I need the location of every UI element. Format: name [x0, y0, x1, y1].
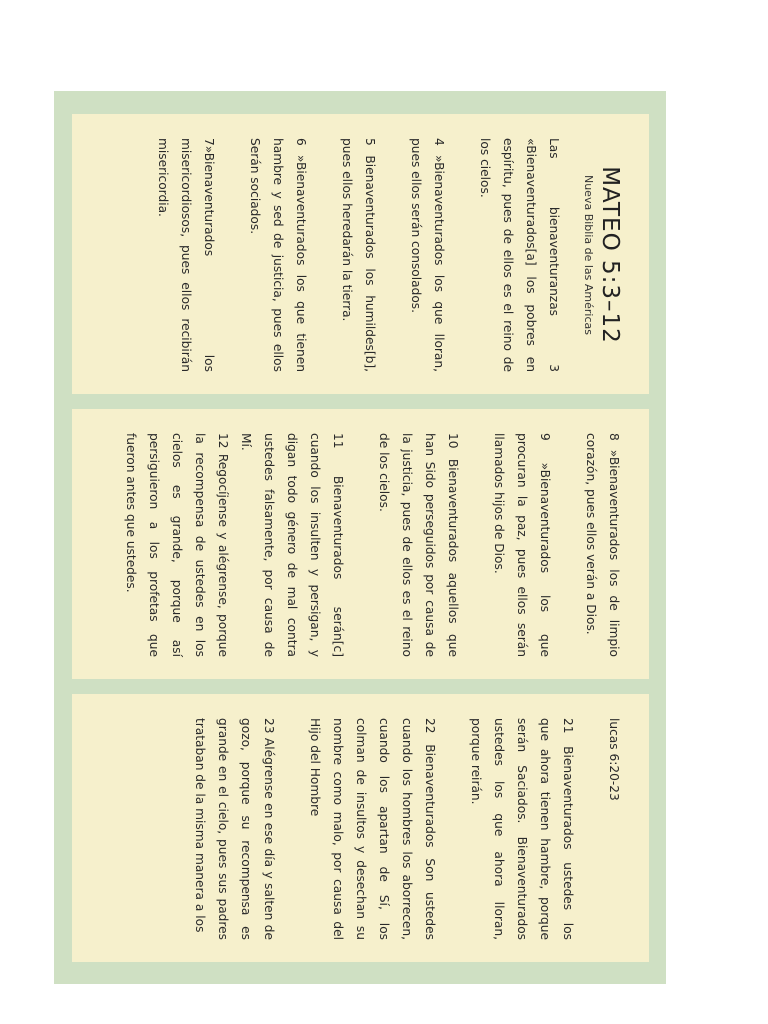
panel-2-content — [72, 409, 649, 679]
verse-3: Las bienaventuranzas 3 «Bienaventurados[a] los pobres en espíritu, pues de ellos es el reino de los cielos. — [478, 138, 561, 372]
verse-6: 6 »Bienaventurados los que tienen hambre y sed de justicia, pues ellos Serán sociados. — [248, 138, 308, 372]
verse-23: 23 Alégrense en ese día y salten de gozo, porque su recompensa es grande en el cielo, pues sus padres trataban de la misma manera a los — [193, 718, 276, 940]
verse-21: 21 Bienaventurados ustedes los que ahora tienen hambre, porque serán Saciados. Bienaventurados ustedes los que ahora lloran, porque reirán. — [469, 718, 575, 940]
bible-version-subtitle: Nueva Biblia de las Américas — [582, 174, 595, 336]
panel-3-content — [72, 694, 649, 962]
verse-7: 7»Bienaventurados los misericordiosos, pues ellos recibirán misericordia. — [156, 138, 216, 372]
panel-lucas — [72, 694, 649, 962]
pamphlet-sheet — [54, 91, 666, 984]
verse-4: 4 »Bienaventurados los que lloran, pues ellos serán consolados. — [409, 138, 446, 372]
verse-10: 10 Bienaventurados aquellos que han Sido perseguidos por causa de la justicia, pues de ellos es el reino de los cielos. — [377, 433, 460, 657]
pamphlet-title: MATEO 5:3–12 — [597, 166, 623, 344]
panel-mateo-continued — [72, 409, 649, 679]
verse-5: 5 Bienaventurados los humildes[b], pues ellos heredarán la tierra. — [340, 138, 377, 372]
panel-mateo-intro — [72, 114, 649, 394]
verse-9: 9 »Bienaventurados los que procuran la paz, pues ellos serán llamados hijos de Dios. — [492, 433, 552, 657]
verse-11: 11 Bienaventurados serán[c] cuando los insulten y persigan, y digan todo género de mal contra ustedes falsamente, por causa de Mí. — [239, 433, 345, 657]
panel-1-content — [72, 114, 649, 394]
lucas-reference: lucas 6:20-23 — [607, 718, 621, 801]
verse-8: 8 »Bienaventurados los de limpio corazón, pues ellos verán a Dios. — [584, 433, 621, 657]
verse-22: 22 Bienaventurados Son ustedes cuando los hombres los aborrecen, cuando los apartan de Sí, los colman de insultos y desechan su nombre como malo, por causa del Hijo del Hombre — [308, 718, 437, 940]
verse-12: 12 Regocíjense y alégrense, porque la recompensa de ustedes en los cielos es grande, porque así persiguieron a los profetas que fueron antes que ustedes. — [124, 433, 230, 657]
